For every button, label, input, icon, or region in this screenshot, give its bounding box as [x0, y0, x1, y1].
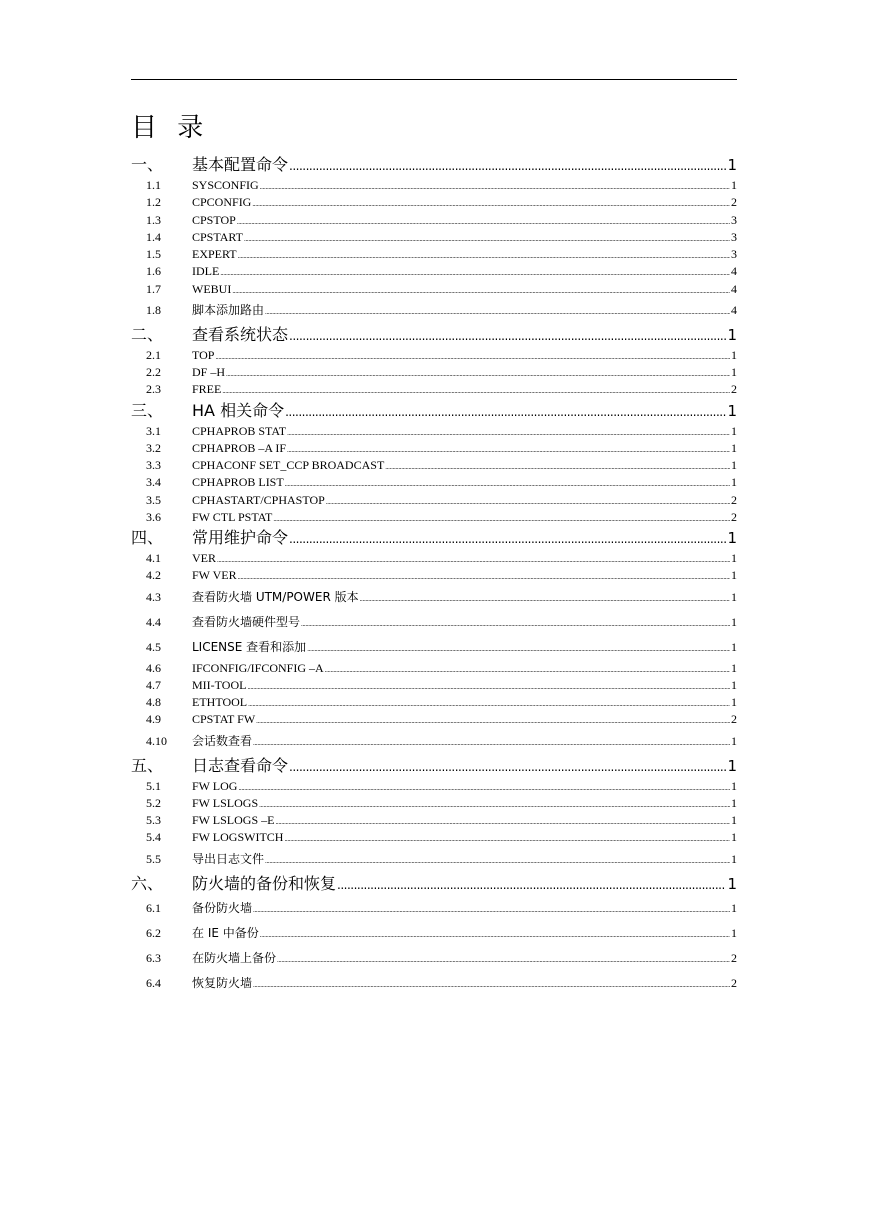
toc-entry-title[interactable]: TOP [192, 347, 215, 362]
toc-dot-leader [253, 973, 730, 998]
toc-entry-number: 1.7 [146, 281, 161, 296]
toc-entry-number: 3.3 [146, 458, 161, 472]
toc-entry-title[interactable]: 会话数查看 [192, 733, 253, 748]
toc-entry-number: 4.4 [146, 614, 161, 629]
toc-dot-leader [260, 179, 730, 196]
toc-dot-leader [237, 214, 730, 231]
toc-entry-page-number[interactable]: 1 [727, 401, 737, 420]
toc-entry-number: 4.1 [146, 551, 161, 565]
toc-section-entry[interactable] [131, 364, 737, 381]
toc-entry-number: 3.1 [146, 423, 161, 438]
toc-dot-leader [222, 383, 730, 400]
toc-chapter-entry[interactable] [131, 754, 737, 778]
toc-entry-title[interactable]: 防火墙的备份和恢复 [192, 873, 337, 893]
toc-dot-leader [289, 154, 726, 178]
toc-entry-title[interactable]: 查看防火墙硬件型号 [192, 614, 301, 629]
toc-entry-title[interactable]: 恢复防火墙 [192, 975, 253, 990]
toc-entry-title[interactable]: CPHAPROB –A IF [192, 440, 287, 455]
toc-dot-leader [301, 612, 730, 637]
toc-entry-number: 2.1 [146, 347, 161, 362]
toc-entry-number: 1.8 [146, 302, 161, 317]
toc-dot-leader [244, 231, 730, 248]
toc-entry-page-number[interactable]: 1 [727, 325, 737, 344]
toc-dot-leader [337, 873, 726, 897]
toc-entry-number: 六、 [131, 873, 164, 893]
toc-entry-page-number[interactable]: 1 [731, 851, 737, 866]
toc-entry-page-number[interactable]: 1 [731, 614, 737, 629]
toc-entry-number: 1.3 [146, 212, 161, 227]
toc-entry-number: 6.3 [146, 950, 161, 965]
toc-dot-leader [273, 511, 730, 528]
toc-entry-page-number[interactable]: 2 [731, 382, 737, 397]
toc-entry-page-number[interactable]: 1 [731, 695, 737, 709]
toc-entry-title[interactable]: FW VER [192, 568, 237, 583]
toc-dot-leader [238, 248, 730, 265]
toc-entry-title[interactable]: IFCONFIG/IFCONFIG –A [192, 660, 324, 675]
toc-entry-number: 一、 [131, 155, 164, 174]
toc-section-entry[interactable] [131, 246, 737, 263]
toc-dot-leader [287, 425, 730, 442]
toc-entry-title[interactable]: FW LSLOGS –E [192, 813, 275, 827]
toc-entry-page-number[interactable]: 2 [731, 975, 737, 990]
toc-dot-leader [285, 400, 726, 424]
toc-entry-number: 1.2 [146, 195, 161, 210]
toc-entry-number: 三、 [131, 400, 164, 420]
toc-entry-title[interactable]: HA 相关命令 [192, 400, 285, 420]
toc-dot-leader [253, 731, 730, 756]
toc-entry-title[interactable]: 备份防火墙 [192, 900, 253, 915]
toc-entry-number: 1.6 [146, 264, 161, 279]
toc-title: 目 录 [131, 113, 210, 143]
toc-entry-page-number[interactable]: 1 [727, 756, 737, 775]
toc-dot-leader [289, 527, 726, 551]
toc-entry-page-number[interactable]: 4 [731, 281, 737, 296]
toc-entry-title[interactable]: FW CTL PSTAT [192, 509, 273, 524]
toc-entry-page-number[interactable]: 4 [731, 264, 737, 279]
toc-entry-title[interactable]: 查看系统状态 [192, 324, 289, 344]
toc-entry-page-number[interactable]: 2 [731, 712, 737, 727]
toc-section-entry[interactable] [131, 177, 737, 194]
toc-entry-number: 1.4 [146, 229, 161, 244]
toc-entry-page-number[interactable]: 1 [731, 925, 737, 940]
toc-dot-leader [265, 300, 730, 325]
toc-entry-page-number[interactable]: 1 [727, 529, 737, 547]
toc-entry-page-number[interactable]: 1 [731, 475, 737, 490]
toc-entry-page-number[interactable]: 1 [731, 458, 737, 472]
header-rule [131, 79, 737, 80]
toc-section-entry[interactable] [131, 423, 737, 440]
toc-entry-title[interactable]: LICENSE 查看和添加 [192, 639, 307, 654]
toc-entry-title[interactable]: CPHAPROB STAT [192, 423, 287, 438]
toc-section-entry[interactable] [131, 778, 737, 795]
toc-entry-title[interactable]: EXPERT [192, 247, 237, 261]
toc-entry-title[interactable]: CPHASTART/CPHASTOP [192, 492, 325, 507]
toc-entry-number: 6.2 [146, 925, 161, 940]
toc-section-entry[interactable] [131, 381, 737, 398]
toc-dot-leader [265, 849, 730, 874]
toc-section-entry[interactable] [131, 194, 737, 211]
toc-entry-number: 3.2 [146, 440, 161, 455]
toc-entry-page-number[interactable]: 1 [731, 589, 737, 604]
toc-chapter-entry[interactable] [131, 399, 737, 423]
toc-entry-title[interactable]: CPSTOP [192, 212, 236, 227]
toc-entry-page-number[interactable]: 1 [731, 830, 737, 845]
toc-section-entry[interactable] [131, 550, 737, 567]
toc-entry-title[interactable]: FREE [192, 382, 222, 397]
toc-section-entry[interactable] [131, 263, 737, 280]
toc-entry-number: 3.5 [146, 492, 161, 507]
toc-dot-leader [307, 637, 730, 662]
toc-entry-page-number[interactable]: 1 [731, 440, 737, 455]
toc-entry-page-number[interactable]: 1 [731, 813, 737, 827]
toc-section-entry[interactable] [131, 896, 737, 921]
toc-entry-number: 4.10 [146, 733, 167, 748]
toc-entry-number: 4.9 [146, 712, 161, 727]
toc-entry-page-number[interactable]: 1 [727, 874, 737, 893]
toc-section-entry[interactable] [131, 729, 737, 754]
toc-chapter-entry[interactable] [131, 872, 737, 896]
toc-section-entry[interactable] [131, 298, 737, 323]
toc-entry-title[interactable]: FW LSLOGS [192, 795, 259, 810]
toc-section-entry[interactable] [131, 347, 737, 364]
toc-entry-number: 5.5 [146, 851, 161, 866]
toc-dot-leader [284, 831, 730, 848]
toc-section-entry[interactable] [131, 711, 737, 728]
toc-entry-title[interactable]: 导出日志文件 [192, 851, 265, 866]
toc-entry-title[interactable]: SYSCONFIG [192, 178, 259, 192]
toc-section-entry[interactable] [131, 971, 737, 996]
toc-dot-leader [256, 713, 730, 730]
toc-dot-leader [253, 898, 730, 923]
toc-entry-number: 5.4 [146, 830, 161, 845]
toc-entry-title[interactable]: 脚本添加路由 [192, 302, 265, 317]
toc-entry-title[interactable]: CPHAPROB LIST [192, 475, 284, 490]
toc-entry-page-number[interactable]: 1 [731, 178, 737, 192]
toc-entry-page-number[interactable]: 1 [731, 365, 737, 379]
toc-entry-number: 4.8 [146, 695, 161, 709]
toc-entry-page-number[interactable]: 1 [731, 551, 737, 565]
toc-dot-leader [259, 797, 730, 814]
toc-dot-leader [215, 349, 730, 366]
toc-dot-leader [289, 755, 726, 779]
toc-entry-title[interactable]: IDLE [192, 264, 220, 279]
toc-dot-leader [232, 283, 730, 300]
toc-entry-title[interactable]: CPCONFIG [192, 195, 252, 210]
toc-entry-number: 5.3 [146, 813, 161, 827]
toc-entry-number: 6.4 [146, 975, 161, 990]
toc-section-entry[interactable] [131, 474, 737, 491]
toc-dot-leader [326, 494, 730, 511]
toc-entry-number: 1.5 [146, 247, 161, 261]
toc-section-entry[interactable] [131, 440, 737, 457]
toc-entry-page-number[interactable]: 1 [731, 660, 737, 675]
toc-section-entry[interactable] [131, 921, 737, 946]
toc-entry-page-number[interactable]: 3 [731, 229, 737, 244]
toc-entry-number: 3.4 [146, 475, 161, 490]
toc-entry-page-number[interactable]: 1 [731, 639, 737, 654]
toc-entry-number: 1.1 [146, 178, 161, 192]
toc-entry-number: 4.6 [146, 660, 161, 675]
toc-section-entry[interactable] [131, 281, 737, 298]
toc-entry-page-number[interactable]: 2 [731, 492, 737, 507]
toc-dot-leader [285, 476, 730, 493]
toc-entry-number: 2.2 [146, 365, 161, 379]
toc-entry-page-number[interactable]: 4 [731, 302, 737, 317]
toc-entry-title[interactable]: ETHTOOL [192, 695, 248, 709]
toc-entry-page-number[interactable]: 1 [731, 778, 737, 793]
toc-entry-page-number[interactable]: 2 [731, 509, 737, 524]
toc-entry-number: 5.2 [146, 795, 161, 810]
toc-entry-title[interactable]: 常用维护命令 [192, 528, 289, 547]
toc-entry-title[interactable]: 基本配置命令 [192, 155, 289, 174]
toc-entry-page-number[interactable]: 2 [731, 195, 737, 210]
toc-entry-title[interactable]: 查看防火墙 UTM/POWER 版本 [192, 589, 359, 604]
toc-entry-page-number[interactable]: 1 [731, 795, 737, 810]
toc-entry-number: 3.6 [146, 509, 161, 524]
toc-entry-title[interactable]: FW LOG [192, 778, 238, 793]
toc-dot-leader [277, 948, 730, 973]
toc-entry-title[interactable]: FW LOGSWITCH [192, 830, 284, 845]
toc-entry-title[interactable]: WEBUI [192, 281, 232, 296]
toc-entry-title[interactable]: 在防火墙上备份 [192, 950, 277, 965]
toc-entry-number: 6.1 [146, 900, 161, 915]
toc-entry-page-number[interactable]: 1 [731, 900, 737, 915]
toc-entry-title[interactable]: 日志查看命令 [192, 755, 289, 775]
toc-section-entry[interactable] [131, 229, 737, 246]
toc-entry-title[interactable]: CPHACONF SET_CCP BROADCAST [192, 458, 385, 472]
toc-entry-number: 二、 [131, 324, 164, 344]
toc-dot-leader [226, 366, 730, 383]
toc-entry-number: 2.3 [146, 382, 161, 397]
toc-entry-number: 4.2 [146, 568, 161, 583]
toc-entry-number: 4.7 [146, 677, 161, 692]
toc-section-entry[interactable] [131, 457, 737, 474]
toc-entry-title[interactable]: CPSTART [192, 229, 243, 244]
toc-entry-number: 4.3 [146, 589, 161, 604]
toc-entry-page-number[interactable]: 1 [727, 156, 737, 174]
toc-entry-page-number[interactable]: 3 [731, 247, 737, 261]
toc-entry-number: 四、 [131, 528, 164, 547]
toc-entry-number: 4.5 [146, 639, 161, 654]
toc-dot-leader [247, 679, 730, 696]
toc-entry-number: 五、 [131, 755, 164, 775]
toc-section-entry[interactable] [131, 212, 737, 229]
toc-dot-leader [360, 587, 730, 612]
toc-section-entry[interactable] [131, 585, 737, 610]
toc-dot-leader [325, 662, 730, 679]
toc-dot-leader [385, 459, 730, 476]
toc-entry-title[interactable]: VER [192, 551, 216, 565]
toc-section-entry[interactable] [131, 829, 737, 846]
toc-section-entry[interactable] [131, 635, 737, 660]
toc-entry-title[interactable]: MII-TOOL [192, 677, 247, 692]
toc-dot-leader [238, 780, 730, 797]
toc-entry-page-number[interactable]: 1 [731, 568, 737, 583]
toc-section-entry[interactable] [131, 812, 737, 829]
toc-entry-page-number[interactable]: 3 [731, 212, 737, 227]
toc-section-entry[interactable] [131, 492, 737, 509]
toc-section-entry[interactable] [131, 567, 737, 584]
toc-dot-leader [217, 552, 730, 569]
toc-dot-leader [248, 696, 730, 713]
toc-entry-page-number[interactable]: 2 [731, 950, 737, 965]
toc-section-entry[interactable] [131, 509, 737, 526]
toc-section-entry[interactable] [131, 946, 737, 971]
toc-section-entry[interactable] [131, 610, 737, 635]
toc-entry-title[interactable]: 在 IE 中备份 [192, 925, 259, 940]
toc-chapter-entry[interactable] [131, 526, 737, 550]
toc-entry-title[interactable]: CPSTAT FW [192, 712, 256, 727]
toc-chapter-entry[interactable] [131, 323, 737, 347]
toc-section-entry[interactable] [131, 660, 737, 677]
toc-entry-number: 5.1 [146, 778, 161, 793]
toc-entry-page-number[interactable]: 1 [731, 733, 737, 748]
toc-dot-leader [289, 324, 726, 348]
toc-dot-leader [275, 814, 730, 831]
toc-section-entry[interactable] [131, 694, 737, 711]
toc-entry-page-number[interactable]: 1 [731, 677, 737, 692]
toc-entry-title[interactable]: DF –H [192, 365, 226, 379]
toc-dot-leader [220, 265, 730, 282]
toc-section-entry[interactable] [131, 847, 737, 872]
toc-section-entry[interactable] [131, 795, 737, 812]
toc-dot-leader [260, 923, 730, 948]
toc-entry-page-number[interactable]: 1 [731, 347, 737, 362]
toc-chapter-entry[interactable] [131, 153, 737, 177]
table-of-contents [131, 153, 737, 996]
toc-entry-page-number[interactable]: 1 [731, 423, 737, 438]
toc-dot-leader [252, 196, 730, 213]
toc-section-entry[interactable] [131, 677, 737, 694]
